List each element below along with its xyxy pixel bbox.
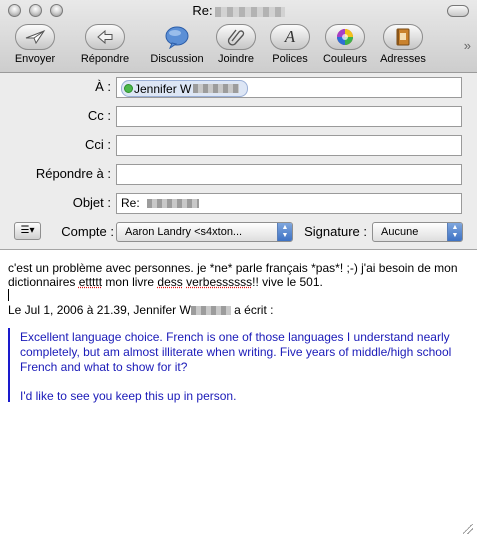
bcc-label: Cci : — [85, 137, 111, 152]
online-status-icon — [124, 84, 133, 93]
color-wheel-icon — [325, 24, 365, 50]
attach-label: Joindre — [217, 53, 255, 65]
toolbar — [0, 0, 477, 73]
attribution-text: a écrit : — [230, 303, 274, 317]
body-text: mon livre — [102, 275, 158, 289]
message-body[interactable] — [0, 250, 477, 538]
bcc-field[interactable] — [116, 135, 462, 156]
resize-grip-icon[interactable] — [463, 524, 473, 534]
misspelled-word: verbessssss — [186, 275, 253, 289]
subject-field[interactable] — [116, 193, 462, 214]
subject-label: Objet : — [72, 195, 111, 210]
chat-bubble-icon — [157, 24, 197, 50]
redacted-surname — [193, 84, 239, 93]
signature-select[interactable] — [372, 222, 463, 242]
subject-text: Re: — [121, 196, 140, 210]
window-title-text: Re: — [192, 3, 213, 18]
quote-line: I'd like to see you keep this up in person. — [20, 389, 237, 403]
redacted-subject — [147, 199, 199, 208]
signature-value: Aucune — [381, 226, 419, 238]
chat-label: Discussion — [150, 53, 204, 65]
body-text: !! vive le 501. — [252, 275, 323, 289]
send-icon — [15, 24, 55, 50]
redacted-surname — [191, 306, 231, 315]
recipient-token[interactable] — [121, 80, 248, 97]
reply-to-field[interactable] — [116, 164, 462, 185]
select-arrows-icon: ▲ ▼ — [447, 223, 462, 241]
paperclip-icon — [216, 24, 256, 50]
signature-label: Signature : — [304, 224, 367, 239]
select-arrows-icon: ▲ ▼ — [277, 223, 292, 241]
colors-label: Couleurs — [322, 53, 368, 65]
redacted-title — [215, 7, 285, 17]
fonts-label: Polices — [272, 53, 308, 65]
fonts-icon: A — [270, 24, 310, 50]
address-book-icon — [383, 24, 423, 50]
reply-button[interactable] — [69, 24, 141, 65]
quote-line: completely, but am almost illiterate when writing. Five years of middle/high school — [20, 345, 452, 359]
body-line-2 — [8, 275, 473, 290]
body-text: dictionnaires — [8, 275, 79, 289]
header-options-button[interactable]: ☰▾ — [14, 222, 41, 240]
cc-label: Cc : — [87, 108, 111, 123]
attribution-text: Le Jul 1, 2006 à 21.39, Jennifer W — [8, 303, 191, 317]
account-label: Compte : — [61, 224, 114, 239]
reply-label: Répondre — [80, 53, 130, 65]
misspelled-word: dess — [157, 275, 183, 289]
message-header-fields — [0, 73, 477, 250]
misspelled-word: ettttt — [78, 275, 103, 289]
reply-arrow-icon — [85, 24, 125, 50]
send-button[interactable] — [0, 24, 71, 65]
cc-field[interactable] — [116, 106, 462, 127]
quoted-text — [8, 328, 472, 402]
toolbar-toggle-button[interactable] — [447, 5, 469, 17]
toolbar-overflow-icon[interactable]: » — [463, 38, 471, 53]
text-cursor — [8, 289, 9, 301]
reply-to-label: Répondre à : — [35, 166, 111, 181]
send-label: Envoyer — [14, 53, 56, 65]
account-select[interactable] — [116, 222, 293, 242]
addresses-label: Adresses — [380, 53, 426, 65]
window-title — [0, 3, 477, 18]
to-label: À : — [95, 79, 111, 94]
to-field[interactable] — [116, 77, 462, 98]
recipient-name: Jennifer W — [134, 81, 192, 96]
account-value: Aaron Landry <s4xton... — [125, 226, 243, 238]
addresses-button[interactable] — [367, 24, 439, 65]
attribution-line — [8, 303, 473, 318]
quote-line: Excellent language choice. French is one of those languages I understand nearly — [20, 330, 450, 344]
body-line-1: c'est un problème avec personnes. je *ne* parle français *pas*! ;-) j'ai besoin de mon — [8, 261, 458, 275]
quote-line: French and what to show for it? — [20, 360, 188, 374]
